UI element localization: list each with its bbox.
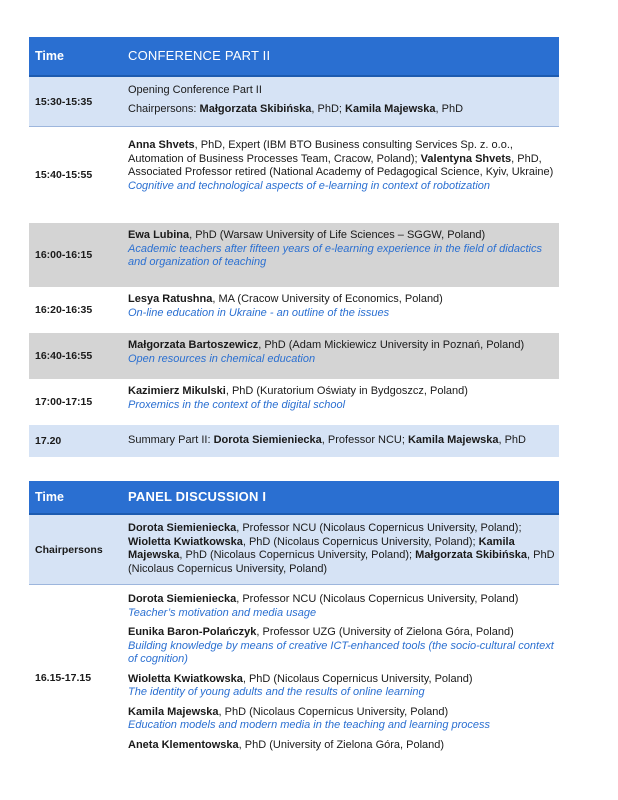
panel-discussion-table xyxy=(29,481,559,771)
row-time: 15:30-15:35 xyxy=(35,95,93,108)
talk-item xyxy=(128,593,555,620)
speaker-affiliation: , PhD (Adam Mickiewicz University in Poznań, Poland) xyxy=(258,339,525,351)
header-time: Time xyxy=(35,490,64,504)
chair-rest: , PhD xyxy=(435,102,464,115)
header-time: Time xyxy=(35,49,64,63)
talk-item xyxy=(128,739,555,753)
speaker-name: Kamila Majewska xyxy=(128,705,219,718)
row-content xyxy=(122,379,559,425)
row-time: 16:40-16:55 xyxy=(35,350,93,362)
table-header xyxy=(29,37,559,77)
speaker-name: Aneta Klementowska xyxy=(128,738,239,751)
speaker-affiliation: , PhD xyxy=(498,434,526,447)
table-row xyxy=(29,127,559,223)
chair-name: Małgorzata Skibińska xyxy=(199,102,312,115)
chair-affiliation: , PhD (Nicolaus Copernicus University, Poland) xyxy=(128,549,555,575)
table-row xyxy=(29,223,559,287)
table-row xyxy=(29,379,559,425)
talk-item xyxy=(128,626,555,667)
talk-topic: Academic teachers after fifteen years of e-learning experience in the field of didactics and organization of teaching xyxy=(128,242,542,268)
summary-prefix: Summary Part II: xyxy=(128,434,214,447)
talk-item xyxy=(128,673,555,700)
row-content xyxy=(122,77,559,126)
talk-topic: Building knowledge by means of creative ICT-enhanced tools (the socio-cultural context of cognition) xyxy=(128,639,554,665)
table-row xyxy=(29,287,559,333)
row-time: 17.20 xyxy=(35,435,62,447)
table-row xyxy=(29,333,559,379)
talk-topic: The identity of young adults and the results of online learning xyxy=(128,686,425,698)
speaker-affiliation: , PhD (University of Zielona Góra, Poland) xyxy=(238,738,445,751)
speaker-affiliation: , PhD, Associated Professor retired (National Academy of Pedagogical Science, Kyiv, Ukraine) xyxy=(128,152,554,178)
table-row xyxy=(29,585,559,771)
table-row xyxy=(29,425,559,457)
row-content xyxy=(122,127,559,223)
speaker-affiliation: , PhD (Nicolaus Copernicus University, Poland) xyxy=(218,705,449,718)
speaker-name: Kazimierz Mikulski xyxy=(128,385,226,397)
speaker-affiliation: , Professor NCU; xyxy=(321,434,408,447)
opening-text: Opening Conference Part II xyxy=(128,84,262,96)
talk-topic: On-line education in Ukraine - an outline of the issues xyxy=(128,306,390,319)
chairpersons-line xyxy=(128,103,555,117)
chair-prefix: Chairpersons: xyxy=(128,102,200,115)
chair-name: Małgorzata Skibińska xyxy=(415,549,528,561)
speaker-name: Eunika Baron-Polańczyk xyxy=(128,626,257,638)
speaker-affiliation: , PhD (Nicolaus Copernicus University, Poland) xyxy=(242,672,473,685)
chair-name: Dorota Siemieniecka xyxy=(128,522,237,534)
row-content xyxy=(122,434,559,448)
table-row xyxy=(29,515,559,585)
talks-content xyxy=(122,585,559,771)
speaker-name: Dorota Siemieniecka xyxy=(213,434,322,447)
speaker-name: Valentyna Shvets xyxy=(420,152,512,165)
chairpersons-content xyxy=(122,515,559,584)
speaker-name: Lesya Ratushna xyxy=(128,293,213,305)
speaker-affiliation: , Professor NCU (Nicolaus Copernicus University, Poland) xyxy=(236,593,519,605)
chair-name: Kamila Majewska xyxy=(345,102,436,115)
talk-topic: Education models and modern media in the teaching and learning process xyxy=(128,719,491,731)
speaker-affiliation: , PhD, Expert (IBM BTO Business consulting Services Sp. z. o.o., Automation of Business Processes Team, Cracow, Poland); xyxy=(128,139,513,165)
chair-affiliation: , PhD (Nicolaus Copernicus University, Poland); xyxy=(242,535,479,548)
talk-topic: Open resources in chemical education xyxy=(128,352,316,365)
chair-affiliation: , Professor NCU (Nicolaus Copernicus University, Poland); xyxy=(236,522,522,534)
talk-item xyxy=(128,706,555,733)
chair-name: Kamila Majewska xyxy=(128,535,515,561)
row-time: 15:40-15:55 xyxy=(35,169,93,181)
row-time: 16:00-16:15 xyxy=(35,249,93,261)
conference-part2-table xyxy=(29,37,559,457)
speaker-affiliation: , Professor UZG (University of Zielona Góra, Poland) xyxy=(256,626,514,638)
chair-rest: , PhD; xyxy=(311,102,346,115)
talk-topic: Teacher’s motivation and media usage xyxy=(128,606,317,619)
speaker-affiliation: , PhD (Warsaw University of Life Sciences – SGGW, Poland) xyxy=(189,229,486,241)
speaker-name: Kamila Majewska xyxy=(407,434,499,447)
row-content xyxy=(122,287,559,333)
row-time: 17:00-17:15 xyxy=(35,396,93,408)
talk-topic: Proxemics in the context of the digital school xyxy=(128,398,346,411)
speaker-affiliation: , PhD (Kuratorium Oświaty in Bydgoszcz, Poland) xyxy=(225,385,468,397)
chair-affiliation: , PhD (Nicolaus Copernicus University, Poland); xyxy=(179,549,416,561)
speaker-name: Wioletta Kwiatkowska xyxy=(128,672,243,685)
row-time: 16:20-16:35 xyxy=(35,304,93,316)
speaker-affiliation: , MA (Cracow University of Economics, Poland) xyxy=(212,293,443,305)
row-content xyxy=(122,333,559,379)
table-row xyxy=(29,77,559,127)
table-header xyxy=(29,481,559,515)
header-title: CONFERENCE PART II xyxy=(128,48,271,64)
chair-name: Wioletta Kwiatkowska xyxy=(128,535,243,548)
talk-topic: Cognitive and technological aspects of e-learning in context of robotization xyxy=(128,179,491,192)
speaker-name: Dorota Siemieniecka xyxy=(128,593,237,605)
speaker-line xyxy=(128,139,553,178)
speaker-name: Ewa Lubina xyxy=(128,229,190,241)
row-time: 16.15-17.15 xyxy=(35,672,92,684)
speaker-name: Anna Shvets xyxy=(128,139,195,151)
speaker-name: Małgorzata Bartoszewicz xyxy=(128,339,259,351)
row-content xyxy=(122,223,559,287)
header-title: PANEL DISCUSSION I xyxy=(128,489,267,505)
row-time: Chairpersons xyxy=(35,543,103,556)
